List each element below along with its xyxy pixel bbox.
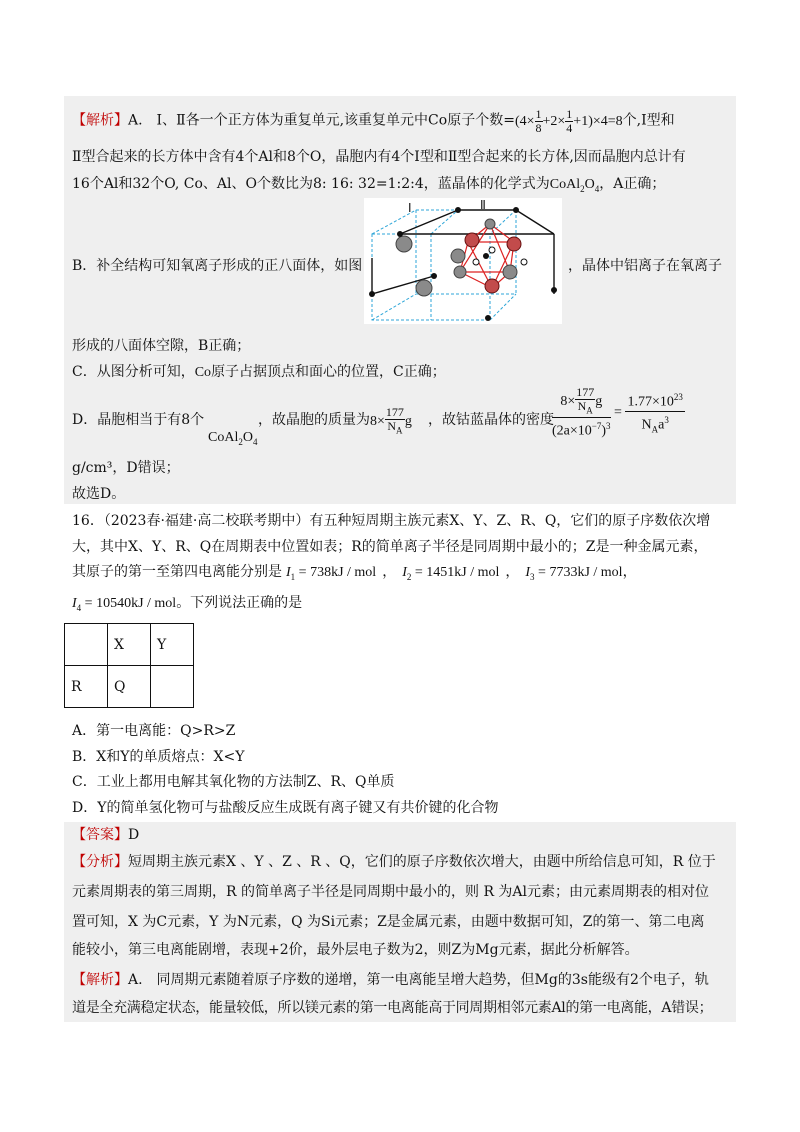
table-row [65, 666, 194, 708]
ionization-I2: $I_2 = 1451kJ$ / mol [402, 565, 500, 582]
label-I: Ⅰ [408, 201, 412, 215]
ionization-I3: $I_3 = 7733kJ$ / mol [525, 565, 623, 582]
analysis-conclusion: 故选D。 [72, 486, 126, 502]
answer-tag: 【答案】 [72, 827, 128, 843]
analysis-tag: 【解析】 [72, 112, 128, 129]
co-count-formula: (4× $\frac{1}{8}$ +2× $\frac{1}{4}$ +1)×4=8 [514, 107, 623, 135]
answer-line [72, 826, 139, 844]
ionization-I4: $I_4 = 10540kJ$ / mol [72, 596, 177, 613]
analysis-B-line1: B．补全结构可知氧离子形成的正八面体，如图 [72, 258, 363, 274]
periodic-position-table [64, 623, 194, 708]
answer-value: D [128, 827, 140, 843]
analysis-A-line1: 【解析】A. Ⅰ、Ⅱ各一个正方体为重复单元,该重复单元中Co原子个数=(4× $\frac{1}{8}$ +2× $\frac{1}{4}$ +1)×4=8个,Ⅰ型和 [72, 107, 675, 135]
table-cell: Q [108, 666, 151, 708]
analysis-C-line: C．从图分析可知，Co原子占据顶点和面心的位置，C正确； [72, 364, 446, 380]
formula-coal2o4: $CoAl_2O_4$ [549, 177, 600, 194]
ionization-I1: $I_1 = 738kJ$ / mol [286, 565, 377, 582]
question-16-line1: 16．（2023春·福建·高二校联考期中）有五种短周期主族元素X、Y、Z、R、Q，它们的原子序数依次增 [72, 513, 711, 529]
table-cell [151, 666, 194, 708]
analysis-fx-line3: 置可知，X 为C元素，Y 为N元素，Q 为Si元素；Z是金属元素，由题中数据可知，Z的第一、第二电离 [72, 914, 705, 930]
table-cell: R [65, 666, 108, 708]
analysis-D-start: D．晶胞相当于有8个 [72, 412, 205, 428]
analysis-fx-line4: 能较小，第三电离能剧增，表现+2价，最外层电子数为2，则Z为Mg元素，据此分析解答。 [72, 942, 639, 958]
analysis-A-line2: Ⅱ型合起来的长方体中含有4个Al和8个O，晶胞内有4个Ⅰ型和Ⅱ型合起来的长方体,因而晶胞内总计有 [72, 149, 686, 165]
label-II: Ⅱ [480, 198, 486, 212]
analysis2-line2: 道是全充满稳定状态，能量较低，所以镁元素的第一电离能高于同周期相邻元素Al的第一电离能，A错误； [72, 1000, 713, 1016]
option-B: B．X和Y的单质熔点：X<Y [72, 749, 245, 765]
table-cell: X [108, 624, 151, 666]
analysis-B-line2: 形成的八面体空隙，B正确； [72, 338, 251, 354]
analysis-D-unit: g/cm³，D错误； [72, 460, 180, 476]
analysis-D-mid: ，故晶胞的质量为 [258, 412, 370, 428]
question-16-line2: 大，其中X、Y、R、Q在周期表中位置如表；R的简单离子半径是同周期中最小的；Z是一种金属元素， [72, 539, 708, 555]
analysis-fx-tag: 【分析】 [72, 854, 128, 870]
option-D: D．Y的简单氢化物可与盐酸反应生成既有离子键又有共价键的化合物 [72, 800, 499, 816]
option-C: C．工业上都用电解其氧化物的方法制Z、R、Q单质 [72, 774, 395, 790]
analysis-fx-line2: 元素周期表的第三周期，R 的简单离子半径是同周期中最小的，则 R 为Al元素；由元素周期表的相对位 [72, 884, 710, 900]
question-16-line3: 其原子的第一至第四电离能分别是 $I_1 = 738kJ$ / mol ， $I_2 = 1451kJ$ / mol ， $I_3 = 7733kJ$ / mol， [72, 564, 637, 582]
cell-mass-formula: 8× $\frac{177}{N_A}$ g [370, 405, 412, 436]
analysis-A-line3: 16个Al和32个O, Co、Al、O个数比为8: 16: 32=1:2:4，蓝晶体的化学式为$CoAl_2O_4$，A正确； [72, 176, 666, 194]
formula-unit-coal2o4: $CoAl_2O_4$ [208, 430, 258, 447]
option-A: A．第一电离能：Q>R>Z [72, 723, 236, 739]
analysis2-line1: 【解析】A. 同周期元素随着原子序数的递增，第一电离能呈增大趋势，但Mg的3s能级有2个电子，轨 [72, 972, 709, 988]
analysis-D-mid2: ，故钴蓝晶体的密度 [428, 412, 554, 428]
analysis-fx-line1: 【分析】短周期主族元素X 、Y 、Z 、R 、Q，它们的原子序数依次增大，由题中所给信息可知，R 位于 [72, 854, 716, 870]
table-row [65, 624, 194, 666]
crystal-structure-figure [364, 198, 562, 324]
density-formula: 8× $\frac{177}{N_A}$ g $(2a\times 10^{-7})^3$ = $1.77\times 10^{23}$ $N_Aa^3$ [552, 385, 683, 440]
table-cell: Y [151, 624, 194, 666]
octahedron-diagram [364, 198, 562, 324]
analysis2-tag: 【解析】 [72, 972, 128, 988]
question-16-line4: $I_4 = 10540kJ$ / mol。下列说法正确的是 [72, 595, 303, 613]
table-cell [65, 624, 108, 666]
analysis-B-line1-end: ，晶体中铝离子在氧离子 [568, 258, 722, 274]
